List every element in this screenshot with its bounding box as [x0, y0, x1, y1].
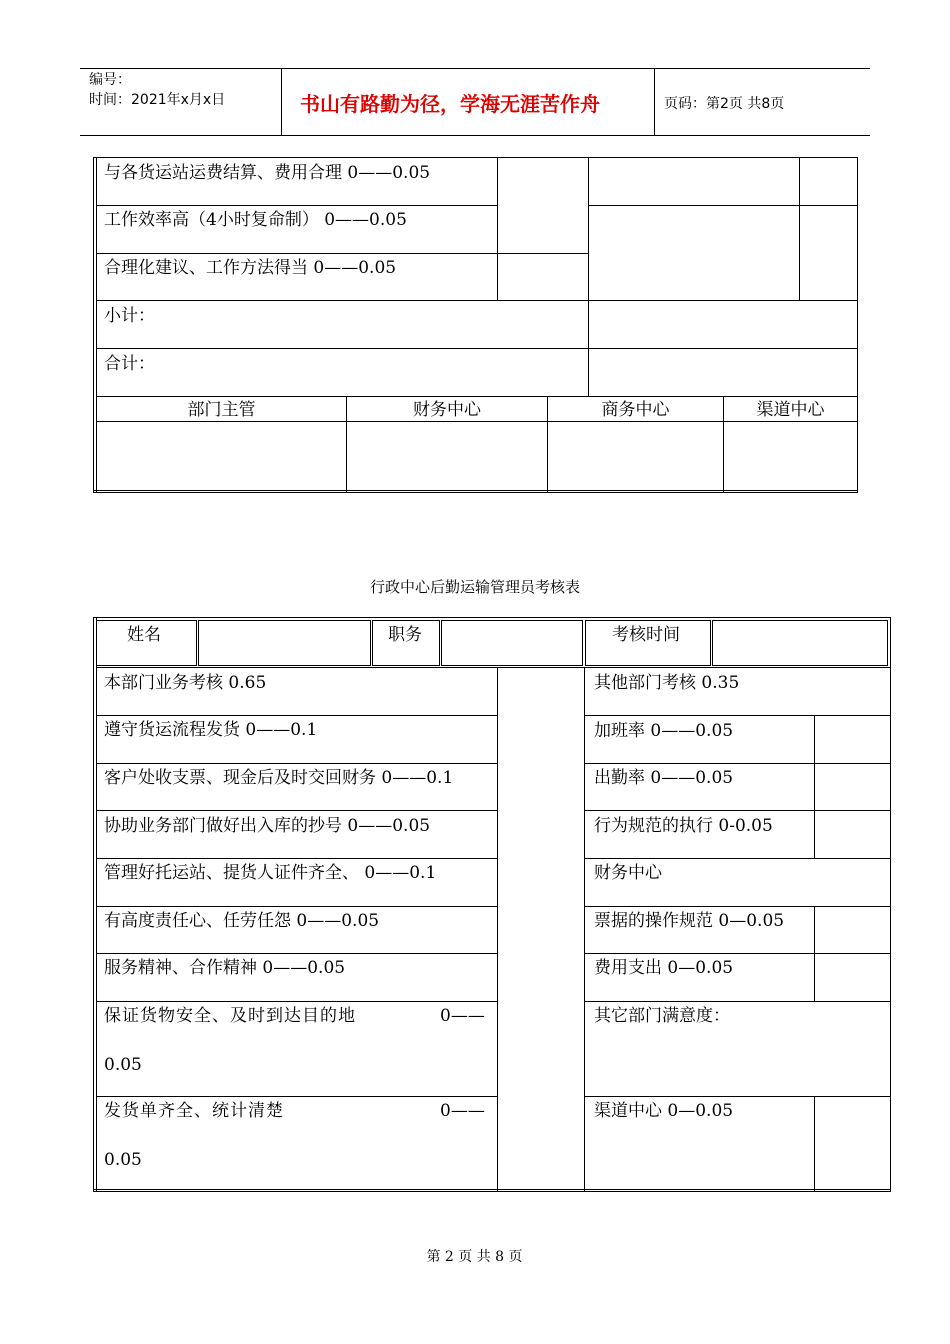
criteria-rationalization: 合理化建议、工作方法得当 0——0.05 [104, 258, 397, 278]
row-divider [96, 348, 858, 349]
row-divider [584, 906, 890, 907]
time-label: 时间：2021年x月x日 [89, 92, 226, 108]
row-divider [96, 253, 589, 254]
criteria-cargo-safety-score-wrap: 0.05 [104, 1055, 142, 1075]
page-footer: 第 2 页 共 8 页 [426, 1249, 523, 1265]
name-label: 姓名 [127, 625, 161, 645]
row-divider [584, 1001, 890, 1002]
row-divider [96, 906, 497, 907]
criteria-cargo-safety-score: 0—— [440, 1006, 485, 1026]
header-divider [654, 68, 655, 136]
header-top-rule [80, 68, 870, 69]
criteria-return-payments: 客户处收支票、现金后及时交回财务 0——0.1 [104, 768, 454, 788]
table-1-inner-left [96, 157, 97, 493]
row-divider [584, 763, 890, 764]
col-divider [588, 157, 589, 397]
criteria-other-dept-review: 其他部门考核 0.35 [594, 673, 740, 693]
criteria-conduct: 行为规范的执行 0-0.05 [594, 816, 773, 836]
table-2-inner-bottom [93, 1189, 891, 1190]
header-cell [198, 620, 371, 666]
criteria-documents-complete: 管理好托运站、提货人证件齐全、 0——0.1 [104, 863, 437, 883]
col-divider [799, 157, 800, 301]
criteria-responsibility: 有高度责任心、任劳任怨 0——0.05 [104, 911, 380, 931]
row-divider [584, 715, 890, 716]
number-label: 编号： [89, 72, 131, 88]
table-1-inner-bottom [93, 490, 858, 491]
row-divider [96, 715, 497, 716]
row-divider [96, 396, 858, 397]
motto: 书山有路勤为径，学海无涯苦作舟 [300, 92, 600, 116]
row-divider [96, 953, 497, 954]
criteria-attendance-rate: 出勤率 0——0.05 [594, 768, 734, 788]
col-divider [497, 667, 498, 1191]
row-divider [584, 953, 890, 954]
row-divider [584, 858, 890, 859]
header-cell [712, 620, 888, 666]
table-2-inner-left [96, 617, 97, 1192]
criteria-service-spirit: 服务精神、合作精神 0——0.05 [104, 958, 346, 978]
header-divider [281, 68, 282, 136]
row-divider [96, 858, 497, 859]
col-divider [814, 906, 815, 1001]
criteria-shipping-process: 遵守货运流程发货 0——0.1 [104, 720, 318, 740]
row-divider [96, 810, 497, 811]
position-label: 职务 [388, 625, 422, 645]
row-divider [96, 205, 498, 206]
col-divider [814, 715, 815, 858]
col-divider [497, 157, 498, 301]
row-divider [584, 1096, 890, 1097]
criteria-waybill-stats-score: 0—— [440, 1101, 485, 1121]
table-1-frame [93, 157, 858, 493]
criteria-inventory-numbers: 协助业务部门做好出入库的抄号 0——0.05 [104, 816, 431, 836]
row-divider [96, 300, 858, 301]
subtotal-label: 小计： [104, 306, 155, 326]
criteria-expenses: 费用支出 0—0.05 [594, 958, 734, 978]
total-label: 合计： [104, 354, 155, 374]
signoff-dept-head: 部门主管 [187, 400, 256, 420]
row-divider [96, 763, 497, 764]
row-divider [96, 667, 890, 668]
criteria-work-efficiency: 工作效率高（4小时复命制） 0——0.05 [104, 210, 407, 230]
other-dept-satisfaction-label: 其它部门满意度： [594, 1006, 730, 1026]
row-divider [96, 1001, 497, 1002]
header-cell [441, 620, 583, 666]
review-time-label: 考核时间 [612, 625, 680, 645]
col-divider [584, 667, 585, 1191]
criteria-channel-center: 渠道中心 0—0.05 [594, 1101, 734, 1121]
signoff-finance: 财务中心 [413, 400, 481, 420]
criteria-overtime-rate: 加班率 0——0.05 [594, 721, 734, 741]
row-divider [96, 1096, 497, 1097]
row-divider [96, 421, 858, 422]
criteria-receipt-handling: 票据的操作规范 0—0.05 [594, 911, 785, 931]
criteria-waybill-stats-score-wrap: 0.05 [104, 1150, 142, 1170]
finance-center-label: 财务中心 [594, 863, 662, 883]
row-divider [584, 810, 890, 811]
table-2-title: 行政中心后勤运输管理员考核表 [369, 578, 580, 596]
criteria-waybill-stats: 发货单齐全、统计清楚 [104, 1101, 284, 1121]
signoff-commerce: 商务中心 [601, 400, 670, 420]
header-bottom-rule [80, 135, 870, 136]
col-divider [814, 1096, 815, 1191]
criteria-dept-review: 本部门业务考核 0.65 [104, 673, 267, 693]
page-info: 页码：第2页 共8页 [664, 96, 785, 112]
criteria-freight-settlement: 与各货运站运费结算、费用合理 0——0.05 [104, 163, 431, 183]
criteria-cargo-safety: 保证货物安全、及时到达目的地 [104, 1006, 356, 1026]
signoff-channel: 渠道中心 [756, 400, 825, 420]
row-divider [589, 205, 857, 206]
